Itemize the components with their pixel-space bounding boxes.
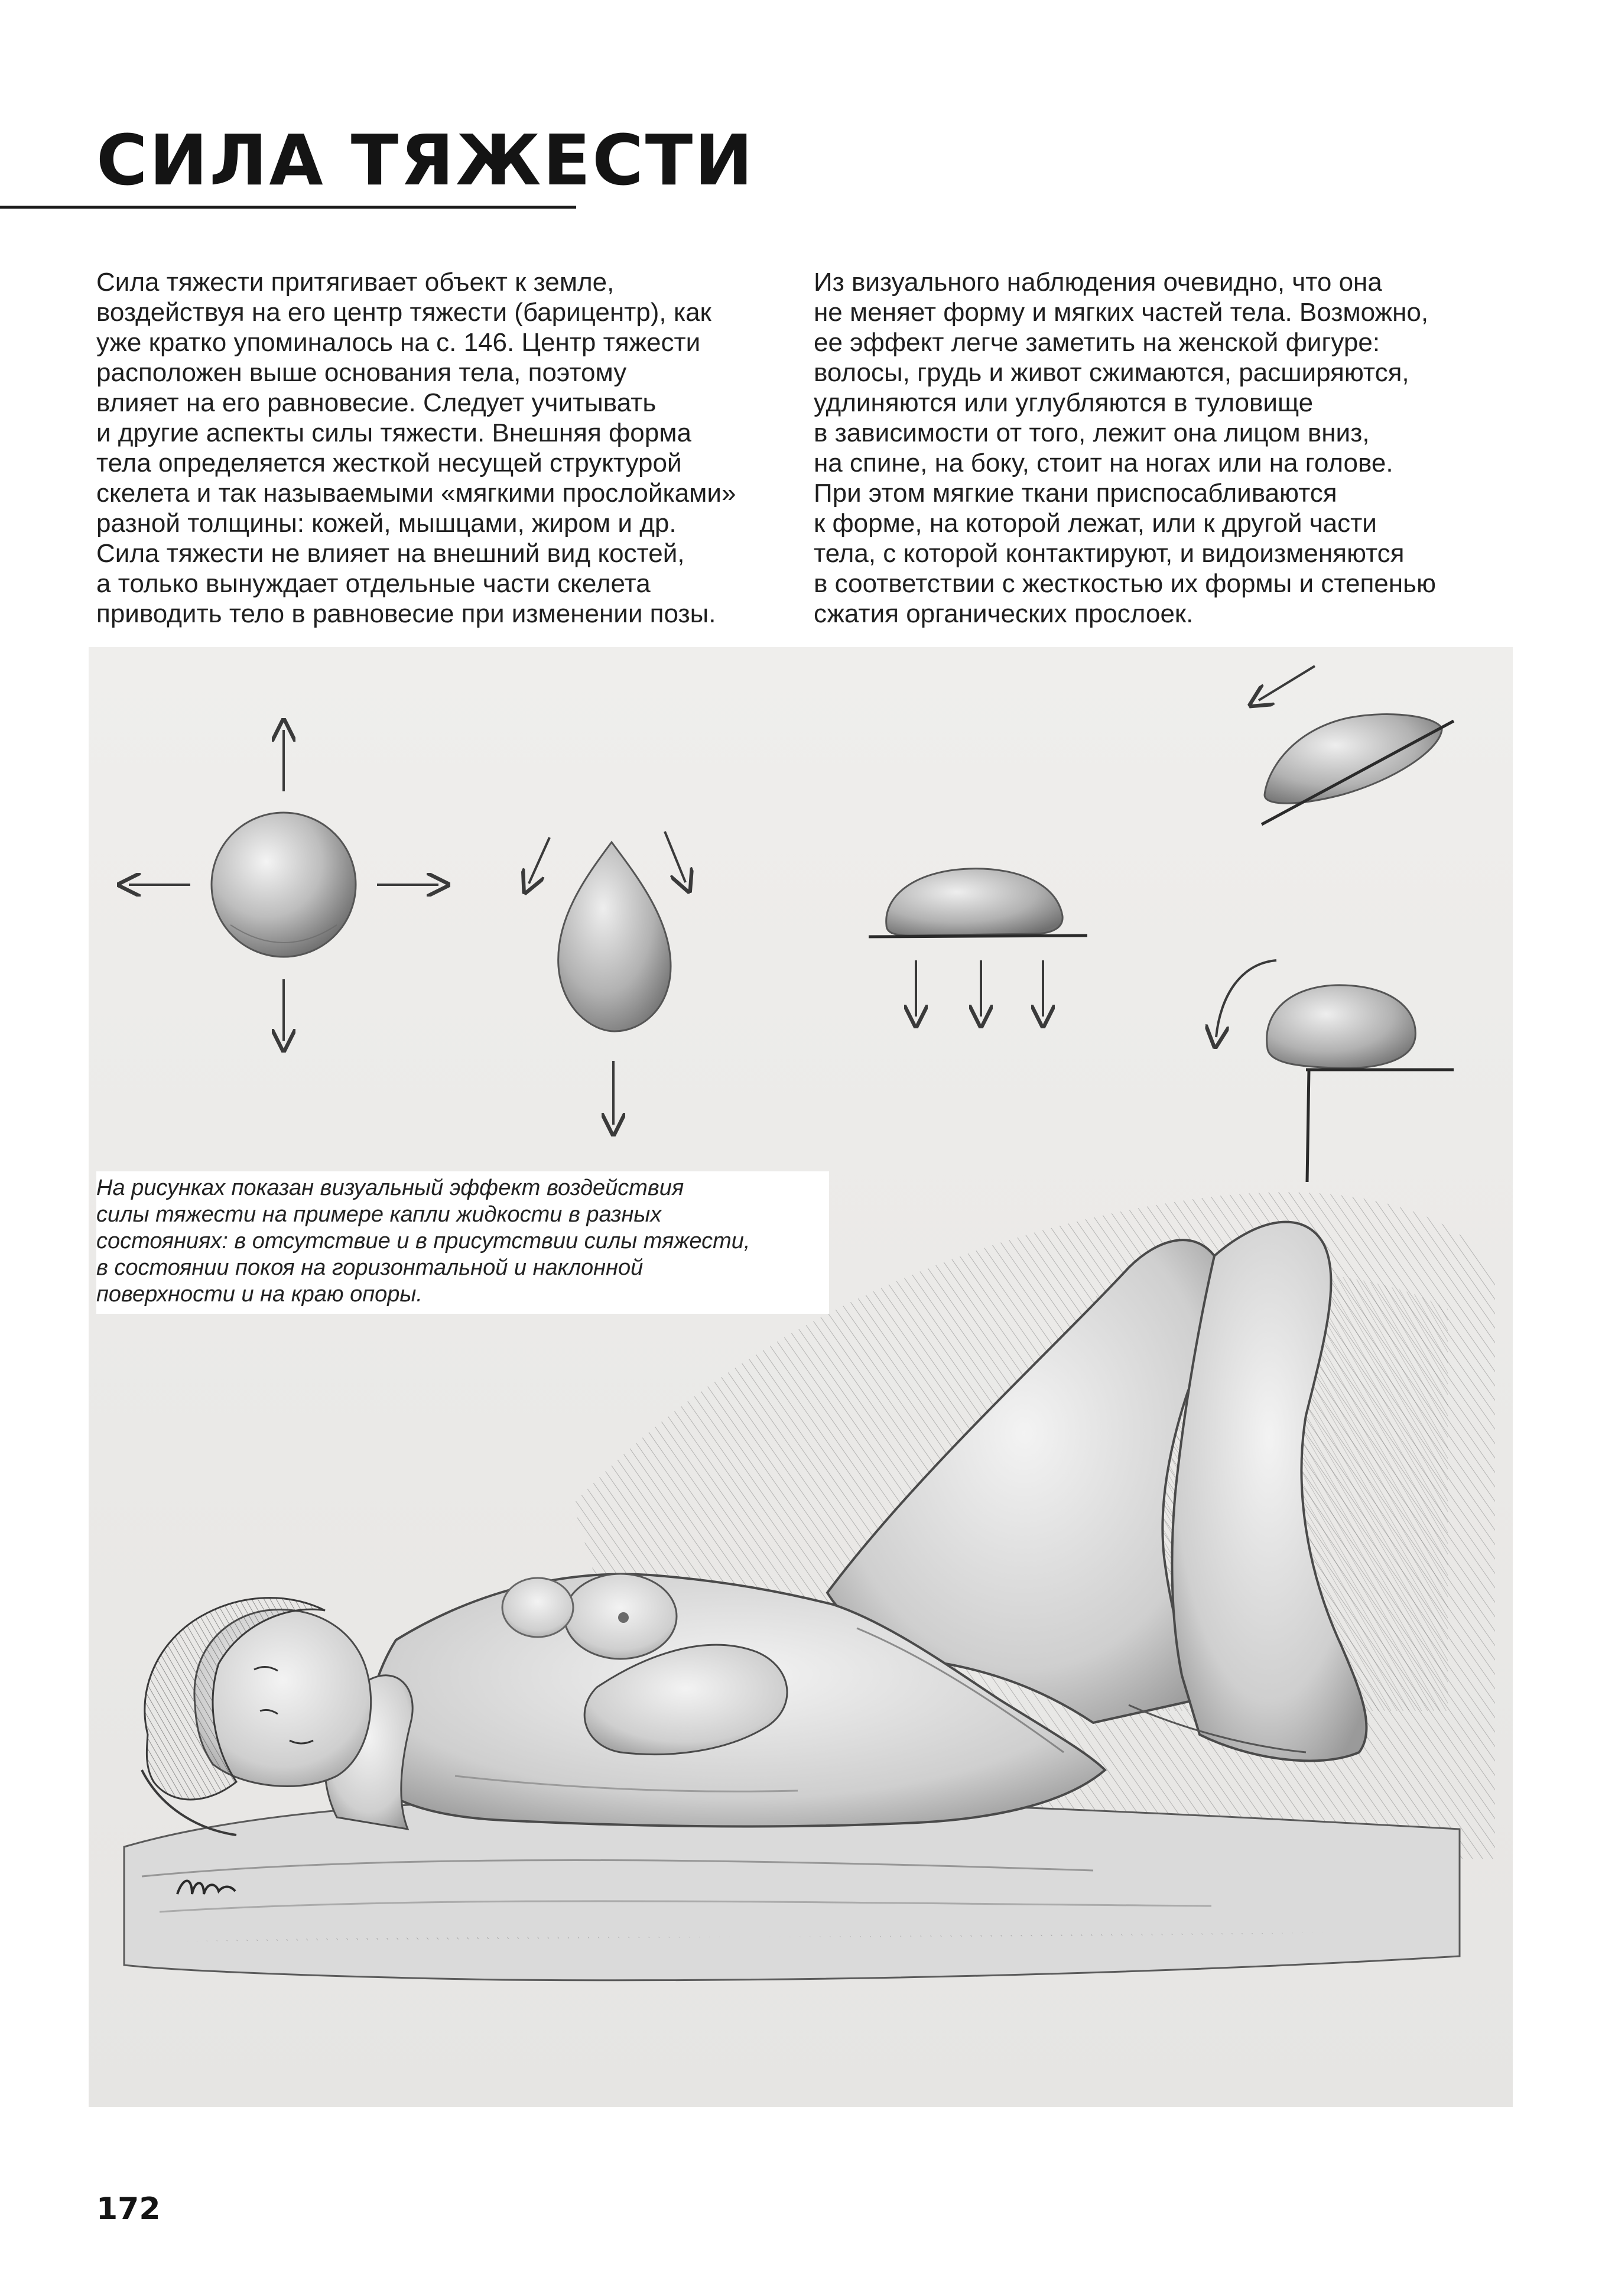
text-line: а только вынуждает отдельные части скелета [96, 569, 651, 598]
text-line: Сила тяжести не влияет на внешний вид костей, [96, 539, 685, 568]
text-line: ее эффект легче заметить на женской фигуре: [814, 328, 1380, 357]
text-line: уже кратко упоминалось на с. 146. Центр тяжести [96, 328, 701, 357]
text-line: в соответствии с жесткостью их формы и степенью [814, 569, 1436, 598]
text-line: Сила тяжести притягивает объект к земле, [96, 268, 615, 297]
illustration-caption [96, 1171, 829, 1314]
text-line: в зависимости от того, лежит она лицом вниз, [814, 418, 1370, 447]
page-number: 172 [96, 2191, 161, 2227]
text-line: сжатия органических прослоек. [814, 599, 1194, 628]
text-line: и другие аспекты силы тяжести. Внешняя форма [96, 418, 691, 447]
caption-line: На рисунках показан визуальный эффект воздействия [96, 1175, 684, 1200]
text-line: удлиняются или углубляются в туловище [814, 388, 1314, 417]
page-title: СИЛА ТЯЖЕСТИ [96, 119, 755, 201]
caption-line: силы тяжести на примере капли жидкости в разных [96, 1202, 662, 1227]
right-text-column [814, 267, 1511, 629]
caption-line: поверхности и на краю опоры. [96, 1282, 423, 1307]
text-line: При этом мягкие ткани приспосабливаются [814, 479, 1337, 508]
caption-line: состояниях: в отсутствие и в присутствии силы тяжести, [96, 1229, 750, 1253]
text-line: к форме, на которой лежат, или к другой части [814, 509, 1377, 538]
text-line: на спине, на боку, стоит на ногах или на голове. [814, 449, 1393, 478]
text-line: влияет на его равновесие. Следует учитывать [96, 388, 657, 417]
text-line: тела определяется жесткой несущей структурой [96, 449, 682, 478]
caption-line: в состоянии покоя на горизонтальной и наклонной [96, 1255, 644, 1280]
text-line: скелета и так называемыми «мягкими прослойками» [96, 479, 736, 508]
pencil-illustration [89, 647, 1513, 2107]
text-line: Из визуального наблюдения очевидно, что она [814, 268, 1382, 297]
text-line: приводить тело в равновесие при изменении позы. [96, 599, 716, 628]
left-text-column [96, 267, 794, 629]
title-underline [0, 206, 576, 209]
text-line: тела, с которой контактируют, и видоизменяются [814, 539, 1405, 568]
text-line: не меняет форму и мягких частей тела. Возможно, [814, 298, 1429, 327]
text-line: разной толщины: кожей, мышцами, жиром и др. [96, 509, 677, 538]
text-line: расположен выше основания тела, поэтому [96, 358, 627, 387]
text-line: воздействуя на его центр тяжести (барицентр), как [96, 298, 711, 327]
text-line: волосы, грудь и живот сжимаются, расширяются, [814, 358, 1409, 387]
